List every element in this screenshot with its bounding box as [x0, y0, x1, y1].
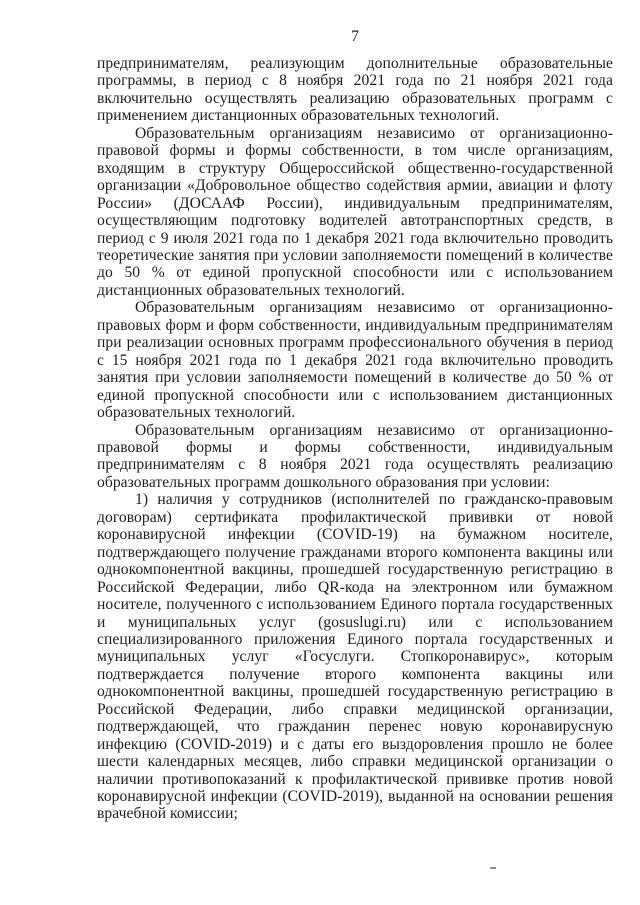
- paragraph-dosaaf-driver-training: Образовательным организациям независимо от организационно-правовой формы и формы собственности, в том числе организациям, входящим в структуру Общероссийской общественно-государственной организации «Добровольное общество содействия армии, авиации и флоту России» (ДОСААФ России), индивидуальным предпринимателям, осуществляющим подготовку водителей автотранспортных средств, в период с 9 июля 2021 года по 1 декабря 2021 года включительно проводить теоретические занятия при условии заполняемости помещений в количестве до 50 % от единой пропускной способности или с использованием дистанционных образовательных технологий.: [97, 124, 613, 299]
- scan-artifact-speck: [490, 867, 496, 869]
- page-number: 7: [351, 28, 359, 45]
- paragraph-continuation: предпринимателям, реализующим дополнительные образовательные программы, в период с 8 ноября 2021 года по 21 ноября 2021 года включительно осуществлять реализацию образовательных программ с применением дистанционных образовательных технологий.: [97, 55, 613, 125]
- document-text-block: [97, 55, 613, 823]
- paragraph-professional-training: Образовательным организациям независимо от организационно-правовых форм и форм собственности, индивидуальным предпринимателям при реализации основных программ профессионального обучения в период с 15 ноября 2021 года по 1 декабря 2021 года включительно проводить занятия при условии заполняемости помещений в количестве до 50 % от единой пропускной способности или с использованием дистанционных образовательных технологий.: [97, 299, 613, 422]
- paragraph-item-1-vaccination-certificate: 1) наличия у сотрудников (исполнителей по гражданско-правовым договорам) сертификата профилактической прививки от новой коронавирусной инфекции (COVID-19) на бумажном носителе, подтверждающего получение гражданами второго компонента вакцины или однокомпонентной вакцины, прошедшей государственную регистрацию в Российской Федерации, либо QR-кода на электронном или бумажном носителе, полученного с использованием Единого портала государственных и муниципальных услуг (gosuslugi.ru) или с использованием специализированного приложения Единого портала государственных и муниципальных услуг «Госуслуги. Стопкоронавирус», которым подтверждается получение второго компонента вакцины или однокомпонентной вакцины, прошедшей государственную регистрацию в Российской Федерации, либо справки медицинской организации, подтверждающей, что гражданин перенес новую коронавирусную инфекцию (COVID-2019) и с даты его выздоровления прошло не более шести календарных месяцев, либо справки медицинской организации о наличии противопоказаний к профилактической прививке против новой коронавирусной инфекции (COVID-2019), выданной на основании решения врачебной комиссии;: [97, 491, 613, 823]
- paragraph-preschool-education: Образовательным организациям независимо от организационно-правовой формы и формы собственности, индивидуальным предпринимателям с 8 ноября 2021 года осуществлять реализацию образовательных программ дошкольного образования при условии:: [97, 421, 613, 491]
